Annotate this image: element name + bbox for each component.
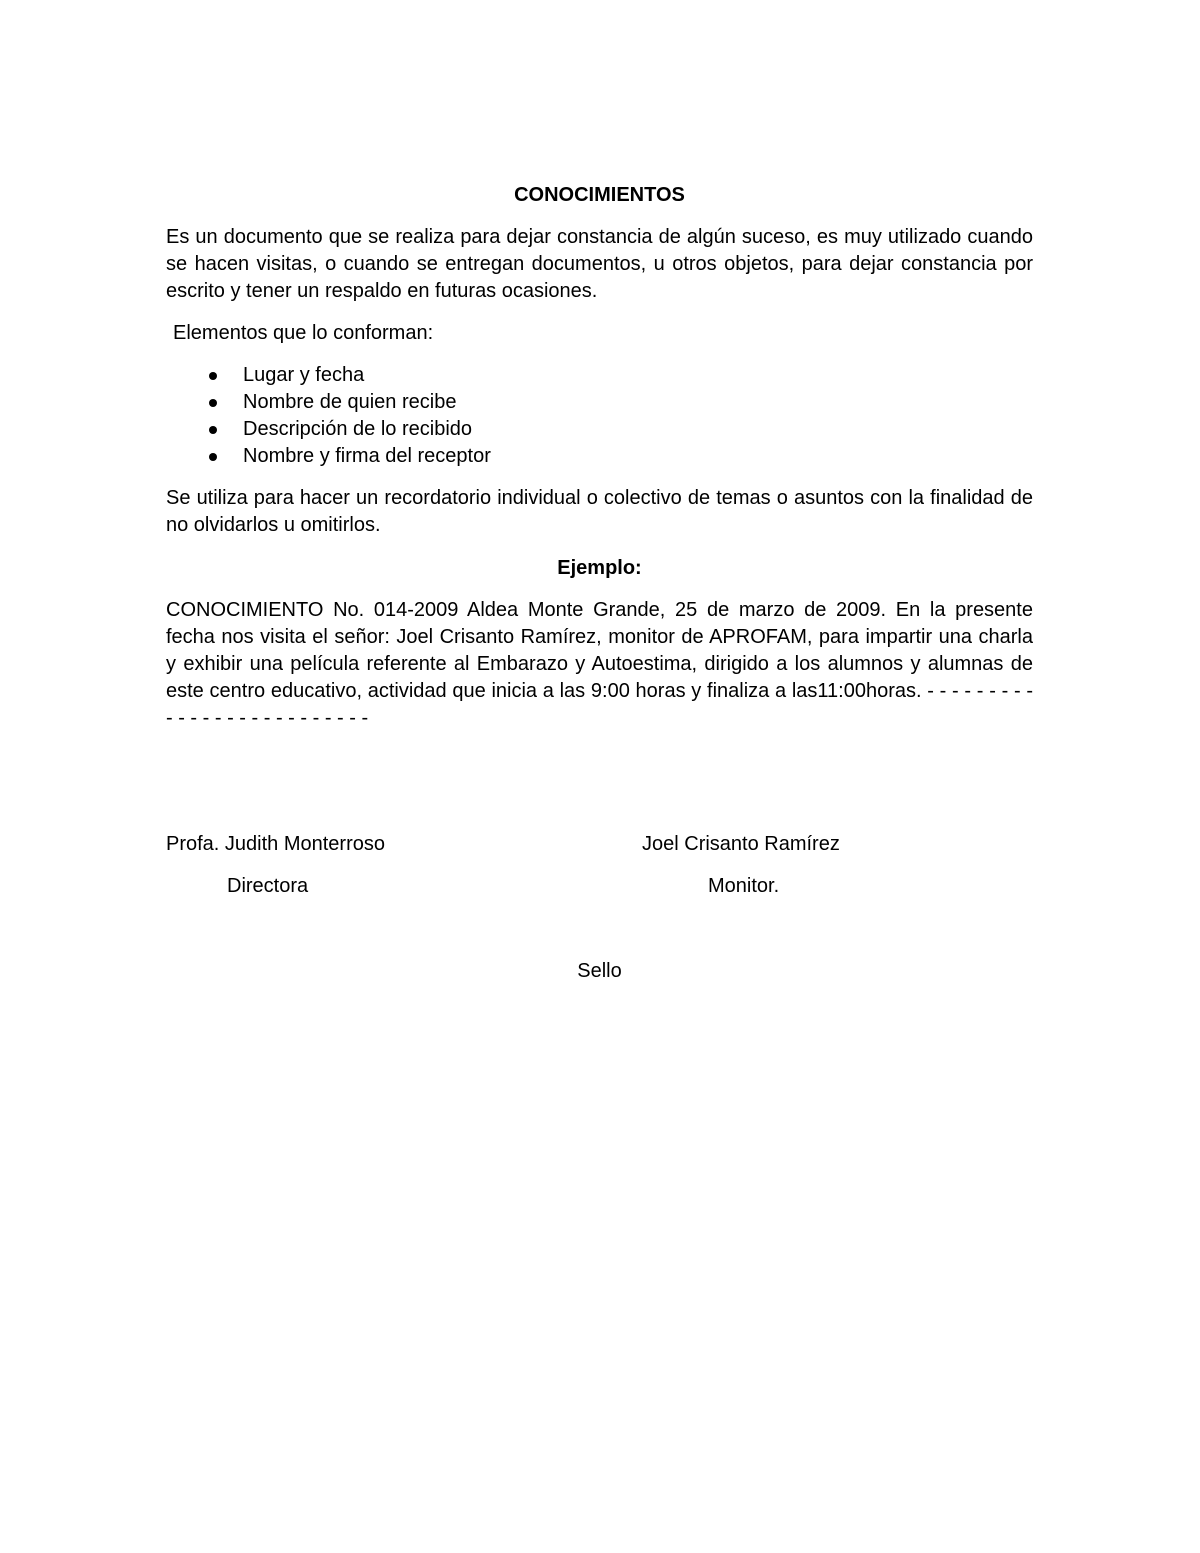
signature-name-monitor: Joel Crisanto Ramírez bbox=[642, 833, 840, 855]
signature-role-director: Directora bbox=[227, 875, 309, 897]
list-item-label: Lugar y fecha bbox=[243, 364, 365, 386]
elements-list bbox=[166, 362, 491, 470]
list-item bbox=[166, 362, 491, 389]
usage-paragraph: Se utiliza para hacer un recordatorio individual o colectivo de temas o asuntos con la finalidad de no olvidarlos u omitirlos. bbox=[166, 487, 1033, 536]
bullet-icon bbox=[209, 372, 217, 380]
signature-name-director: Profa. Judith Monterroso bbox=[166, 833, 385, 855]
stamp-label: Sello bbox=[577, 960, 622, 982]
list-item bbox=[166, 416, 491, 443]
list-item-label: Nombre de quien recibe bbox=[243, 391, 457, 413]
document-title: CONOCIMIENTOS bbox=[514, 184, 685, 206]
list-item bbox=[166, 389, 491, 416]
list-item-label: Nombre y firma del receptor bbox=[243, 445, 491, 467]
elements-label: Elementos que lo conforman: bbox=[173, 322, 434, 344]
list-item-label: Descripción de lo recibido bbox=[243, 418, 473, 440]
bullet-icon bbox=[209, 426, 217, 434]
example-paragraph: CONOCIMIENTO No. 014-2009 Aldea Monte Grande, 25 de marzo de 2009. En la presente fecha nos visita el señor: Joel Crisanto Ramírez, monitor de APROFAM, para impartir una charla y exhibir una película referente al Embarazo y Autoestima, dirigido a los alumnos y alumnas de este centro educativo, actividad que inicia a las 9:00 horas y finaliza a las11:00horas. - - - - - - - - - - - - - - - - - - - - - - - - - - bbox=[166, 599, 1033, 729]
intro-paragraph: Es un documento que se realiza para dejar constancia de algún suceso, es muy utilizado cuando se hacen visitas, o cuando se entregan documentos, u otros objetos, para dejar constancia por escrito y tener un respaldo en futuras ocasiones. bbox=[166, 226, 1033, 302]
bullet-icon bbox=[209, 453, 217, 461]
example-heading: Ejemplo: bbox=[557, 557, 642, 579]
list-item bbox=[166, 443, 491, 470]
bullet-icon bbox=[209, 399, 217, 407]
document-page bbox=[166, 0, 1033, 1553]
signature-role-monitor: Monitor. bbox=[708, 875, 780, 897]
